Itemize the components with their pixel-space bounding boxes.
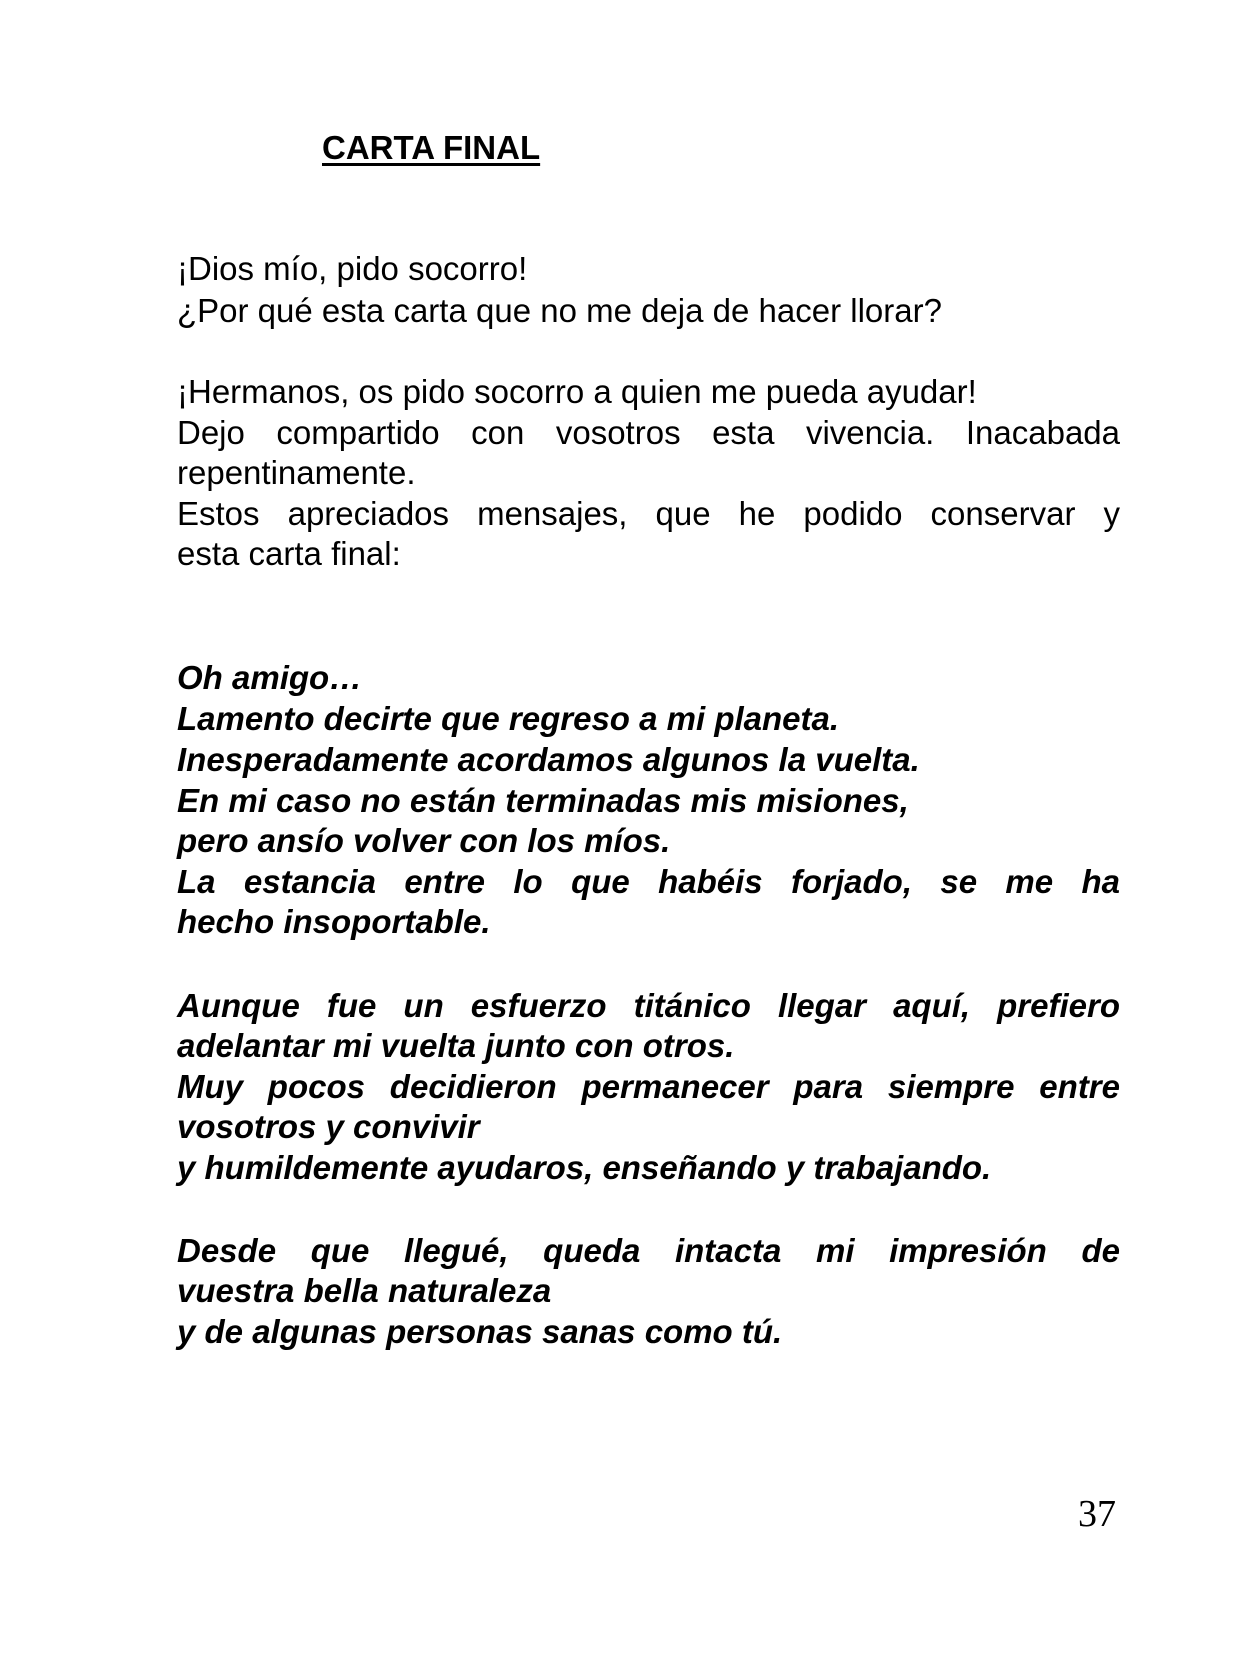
page-title: CARTA FINAL: [322, 129, 541, 166]
intro-line: ¡Dios mío, pido socorro!: [177, 250, 528, 287]
letter-line: adelantar mi vuelta junto con otros.: [177, 1027, 735, 1064]
intro-line: repentinamente.: [177, 454, 416, 491]
letter-line: Inesperadamente acordamos algunos la vuelta.: [177, 741, 920, 778]
letter-line: vuestra bella naturaleza: [177, 1272, 552, 1309]
intro-line: esta carta final:: [177, 535, 401, 572]
letter-line: y humildemente ayudaros, enseñando y trabajando.: [177, 1149, 992, 1186]
letter-line: hecho insoportable.: [177, 903, 491, 940]
letter-line: Aunque fue un esfuerzo titánico llegar aquí, prefiero: [177, 987, 1120, 1024]
letter-line: La estancia entre lo que habéis forjado, se me ha: [177, 863, 1120, 900]
letter-line: Lamento decirte que regreso a mi planeta.: [177, 700, 840, 737]
intro-line: ¡Hermanos, os pido socorro a quien me pueda ayudar!: [177, 373, 977, 410]
intro-line: ¿Por qué esta carta que no me deja de hacer llorar?: [177, 292, 942, 329]
letter-line: Muy pocos decidieron permanecer para siempre entre: [177, 1068, 1120, 1105]
letter-line: Desde que llegué, queda intacta mi impresión de: [177, 1232, 1120, 1269]
letter-line: Oh amigo…: [177, 659, 363, 696]
letter-line: En mi caso no están terminadas mis misiones,: [177, 782, 909, 819]
intro-line: Estos apreciados mensajes, que he podido conservar y: [177, 495, 1120, 532]
intro-line: Dejo compartido con vosotros esta vivencia. Inacabada: [177, 414, 1120, 451]
letter-line: pero ansío volver con los míos.: [177, 822, 671, 859]
letter-line: y de algunas personas sanas como tú.: [177, 1313, 783, 1350]
letter-line: vosotros y convivir: [177, 1108, 480, 1145]
page-number: 37: [1078, 1493, 1116, 1535]
